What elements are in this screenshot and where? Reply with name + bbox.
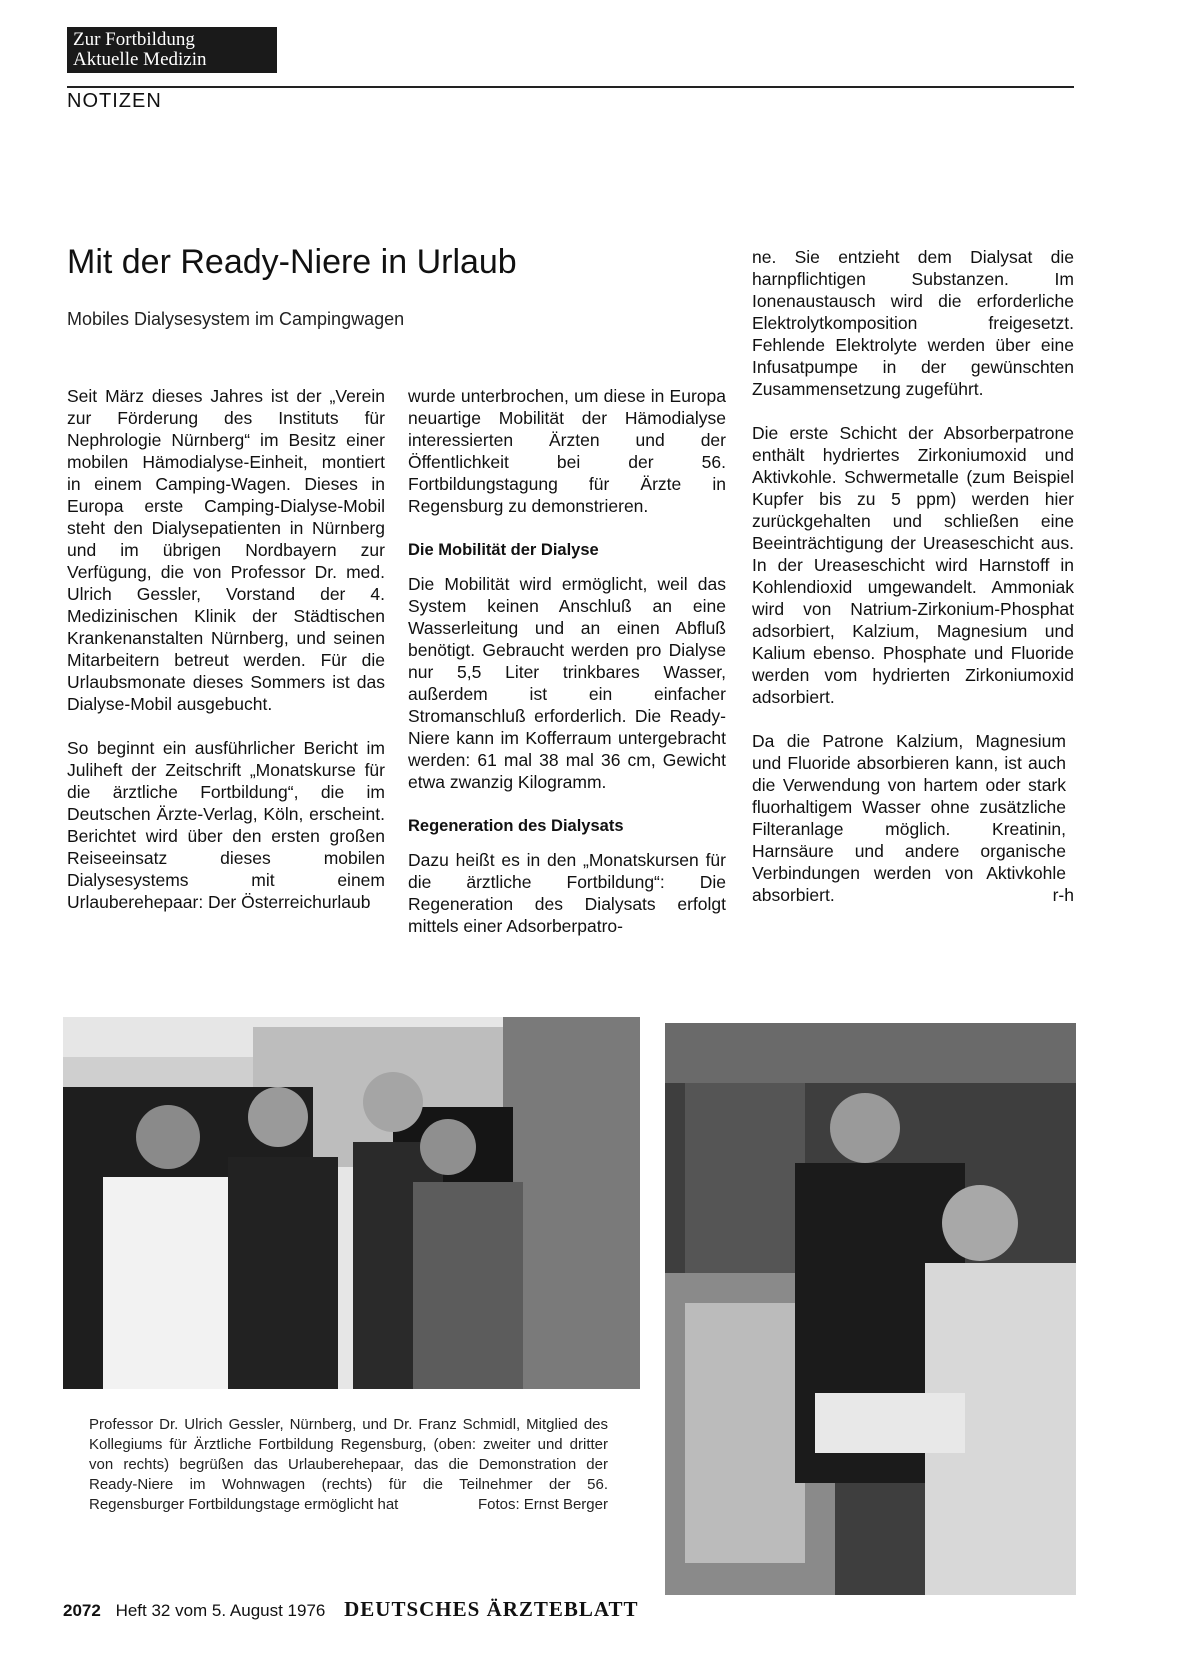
paragraph-with-signature (752, 730, 1074, 906)
paragraph: Die Mobilität wird ermöglicht, weil das System keinen Anschluß an eine Wasserleitung und an einen Abfluß benötigt. Gebraucht werden pro Dialyse nur 5,5 Liter trinkbares Wasser, außerdem ist ein einfacher Stromanschluß erforderlich. Die Ready-Niere kann im Kofferraum untergebracht werden: 61 mal 38 mal 36 cm, Gewicht etwa zwanzig Kilogramm. (408, 574, 726, 792)
paragraph: Da die Patrone Kalzium, Magnesium und Fluoride absorbieren kann, ist auch die Verwendung von hartem oder stark fluorhaltigem Wasser ohne zusätzliche Filteranlage möglich. Kreatinin, Harnsäure und andere organische Verbindungen werden von Aktivkohle absorbiert. (752, 731, 1066, 905)
photo-caption (89, 1415, 608, 1515)
photo-dialysis-camper (665, 1023, 1076, 1595)
page-footer (63, 1597, 639, 1622)
photo-group-greeting (63, 1017, 640, 1389)
article-subtitle: Mobiles Dialysesystem im Campingwagen (67, 309, 405, 329)
subheading-regeneration: Regeneration des Dialysats (408, 817, 624, 835)
subheading-mobility: Die Mobilität der Dialyse (408, 541, 599, 559)
paragraph: ne. Sie entzieht dem Dialysat die harnpflichtigen Substanzen. Im Ionenaustausch wird die erforderliche Elektrolytkomposition freigesetzt. Fehlende Elektrolyte werden über eine Infusatpumpe in der gewünschten Zusammensetzung zugeführt. (752, 247, 1074, 399)
page-number: 2072 (63, 1601, 101, 1620)
column-1 (67, 385, 385, 935)
article-title: Mit der Ready-Niere in Urlaub (67, 243, 517, 281)
header-rule (67, 86, 1074, 88)
paragraph: Seit März dieses Jahres ist der „Verein zur Förderung des Instituts für Nephrologie Nürnberg“ im Besitz einer mobilen Hämodialyse-Einheit, montiert in einem Camping-Wagen. Dieses in Europa erste Camping-Dialyse-Mobil steht den Dialysepatienten in Nürnberg und im übrigen Nordbayern zur Verfügung, die von Professor Dr. med. Ulrich Gessler, Vorstand der 4. Medizinischen Klinik der Städtischen Krankenanstalten Nürnberg, und seinen Mitarbeitern betreut werden. Für die Urlaubsmonate dieses Sommers ist das Dialyse-Mobil ausgebucht. (67, 386, 385, 714)
rubric-line-1: Zur Fortbildung (73, 29, 195, 50)
caption-text: Professor Dr. Ulrich Gessler, Nürnberg, und Dr. Franz Schmidl, Mitglied des Kollegiums für Ärztliche Fortbildung Regensburg, (oben: zweiter und dritter von rechts) begrüßen das Urlauberehepaar, das die Demonstration der Ready-Niere im Wohnwagen (rechts) für die Teilnehmer der 56. Regensburger Fortbildungstage ermöglicht hat (89, 1416, 608, 1513)
paragraph: Dazu heißt es in den „Monatskursen für die ärztliche Fortbildung“: Die Regeneration des Dialysats erfolgt mittels einer Adsorberpatro- (408, 850, 726, 936)
paragraph: Die erste Schicht der Absorberpatrone enthält hydriertes Zirkoniumoxid und Aktivkohle. Schwermetalle (zum Beispiel Kupfer bis zu 5 ppm) werden hier zurückgehalten und schließen eine Beeinträchtigung der Ureaseschicht aus. In der Ureaseschicht wird Harnstoff in Kohlendioxid umgewandelt. Ammoniak wird von Natrium-Zirkonium-Phosphat adsorbiert, Kalzium, Magnesium und Kalium ebenso. Phosphate und Fluoride werden vom hydrierten Zirkoniumoxid adsorbiert. (752, 423, 1074, 707)
column-3 (752, 246, 1074, 906)
rubric-line-2: Aktuelle Medizin (73, 49, 207, 70)
journal-name: DEUTSCHES ÄRZTEBLATT (344, 1597, 639, 1621)
column-2 (408, 385, 726, 959)
rubric-box (67, 27, 277, 73)
paragraph: So beginnt ein ausführlicher Bericht im Juliheft der Zeitschrift „Monatskurse für die ärztliche Fortbildung“, die im Deutschen Ärzte-Verlag, Köln, erscheint. Berichtet wird über den ersten großen Reiseeinsatz dieses mobilen Dialysesystems mit einem Urlauberehepaar: Der Österreichurlaub (67, 738, 385, 912)
paragraph: wurde unterbrochen, um diese in Europa neuartige Mobilität der Hämodialyse interessierten Ärzten und der Öffentlichkeit bei der 56. Fortbildungstagung für Ärzte in Regensburg zu demonstrieren. (408, 386, 726, 516)
section-label: NOTIZEN (67, 90, 162, 112)
author-signature: r-h (1052, 885, 1074, 905)
issue-info: Heft 32 vom 5. August 1976 (115, 1601, 326, 1620)
photo-credit: Fotos: Ernst Berger (477, 1496, 608, 1513)
